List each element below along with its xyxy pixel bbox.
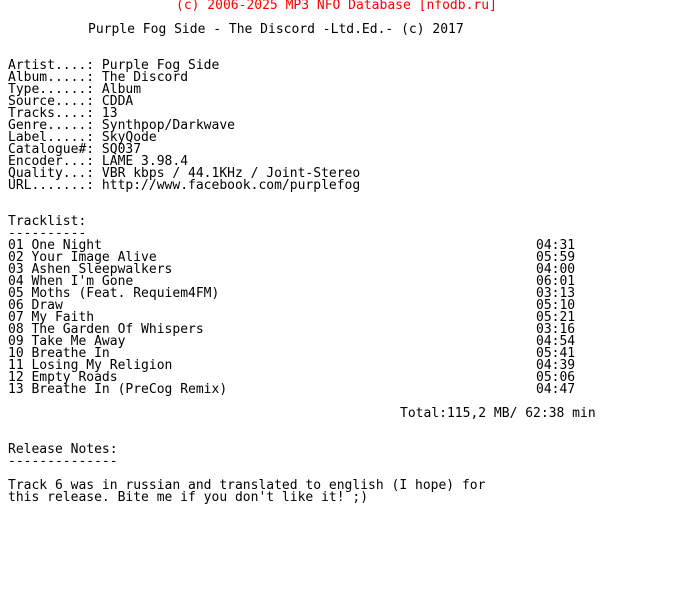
track-duration: 05:59 <box>536 250 576 265</box>
info-key: Genre.....: <box>8 118 95 133</box>
track-number: 12 <box>8 370 24 385</box>
info-value: The Discord <box>101 70 189 85</box>
track-number: 05 <box>8 286 24 301</box>
info-key: Source....: <box>8 94 95 109</box>
track-title: Draw <box>31 298 63 313</box>
track-number: 01 <box>8 238 24 253</box>
track-title: Ashen Sleepwalkers <box>31 262 173 277</box>
track-duration: 03:13 <box>536 286 576 301</box>
track-duration: 05:41 <box>536 346 576 361</box>
info-key: Type......: <box>8 82 95 97</box>
track-duration: 03:16 <box>536 322 576 337</box>
release-notes-underline: -------------- <box>8 454 118 469</box>
track-number: 03 <box>8 262 24 277</box>
release-notes-line: Track 6 was in russian and translated to english (I hope) for <box>8 478 486 493</box>
info-key: Encoder...: <box>8 154 95 169</box>
track-title: Your Image Alive <box>31 250 157 265</box>
info-key: Quality...: <box>8 166 95 181</box>
track-duration: 04:39 <box>536 358 576 373</box>
track-number: 11 <box>8 358 24 373</box>
track-title: Breathe In (PreCog Remix) <box>31 382 228 397</box>
track-title: When I'm Gone <box>31 274 134 289</box>
track-row <box>8 382 576 397</box>
info-value: LAME 3.98.4 <box>101 154 189 169</box>
info-key: Catalogue#: <box>8 142 95 157</box>
info-value: Synthpop/Darkwave <box>101 118 235 133</box>
track-number: 13 <box>8 382 24 397</box>
info-value: Album <box>101 82 142 97</box>
info-value: 13 <box>101 106 118 121</box>
track-title: The Garden Of Whispers <box>31 322 204 337</box>
release-title: Purple Fog Side - The Discord -Ltd.Ed.- (c) 2017 <box>88 22 464 37</box>
track-number: 09 <box>8 334 24 349</box>
track-duration: 05:21 <box>536 310 576 325</box>
track-duration: 05:10 <box>536 298 576 313</box>
info-value: SQ037 <box>101 142 142 157</box>
release-notes-heading: Release Notes: <box>8 442 118 457</box>
track-number: 02 <box>8 250 24 265</box>
track-title: Losing My Religion <box>31 358 173 373</box>
info-value: Purple Fog Side <box>101 58 220 73</box>
track-number: 10 <box>8 346 24 361</box>
info-url <box>8 180 360 192</box>
release-notes-line: this release. Bite me if you don't like it! ;) <box>8 490 369 505</box>
track-title: Moths (Feat. Requiem4FM) <box>31 286 220 301</box>
track-duration: 04:47 <box>536 382 576 397</box>
info-value: CDDA <box>101 94 134 109</box>
info-key: Label.....: <box>8 130 95 145</box>
track-title: Empty Roads <box>31 370 118 385</box>
tracklist-underline: ---------- <box>8 226 87 241</box>
info-key: URL.......: <box>8 178 95 193</box>
track-duration: 05:06 <box>536 370 576 385</box>
tracklist-heading: Tracklist: <box>8 214 87 229</box>
track-number: 07 <box>8 310 24 325</box>
track-title: My Faith <box>31 310 95 325</box>
info-key: Artist....: <box>8 58 95 73</box>
site-credit: (c) 2006-2025 MP3 NFO Database [nfodb.ru] <box>176 0 497 13</box>
tracklist-total: Total:115,2 MB/ 62:38 min <box>400 406 596 421</box>
track-number: 04 <box>8 274 24 289</box>
track-title: Breathe In <box>31 346 110 361</box>
track-duration: 04:00 <box>536 262 576 277</box>
info-key: Tracks....: <box>8 106 95 121</box>
track-title: Take Me Away <box>31 334 126 349</box>
info-value: SkyQode <box>101 130 157 145</box>
track-number: 06 <box>8 298 24 313</box>
info-key: Album.....: <box>8 70 95 85</box>
info-value: VBR kbps / 44.1KHz / Joint-Stereo <box>101 166 361 181</box>
track-duration: 06:01 <box>536 274 576 289</box>
track-duration: 04:54 <box>536 334 576 349</box>
info-value: http://www.facebook.com/purplefog <box>101 178 361 193</box>
track-number: 08 <box>8 322 24 337</box>
track-title: One Night <box>31 238 102 253</box>
track-duration: 04:31 <box>536 238 576 253</box>
